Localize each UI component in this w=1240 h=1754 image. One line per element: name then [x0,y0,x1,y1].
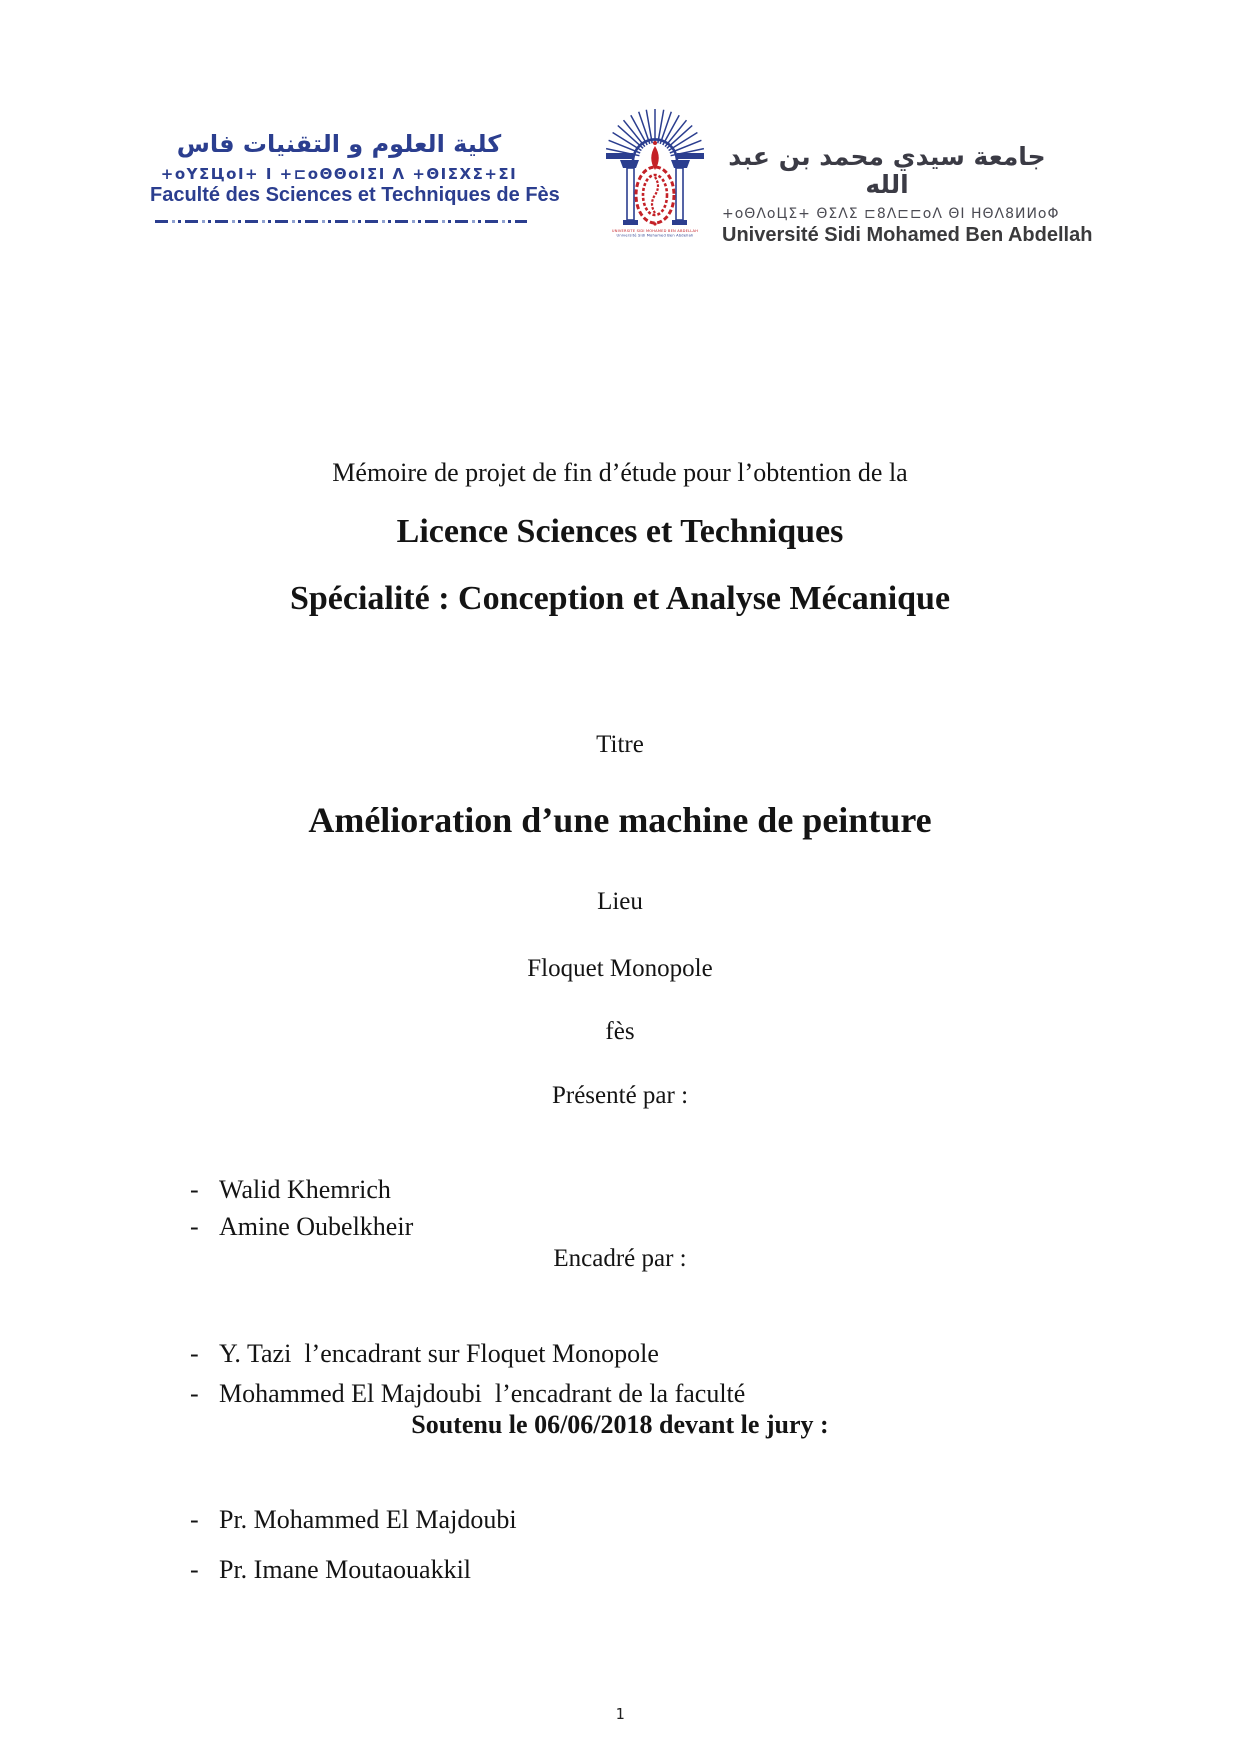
faculty-name-arabic: كلية العلوم و التقنيات فاس [176,130,502,158]
emblem-pillar-left [627,168,634,220]
emblem-pillar-right [676,168,683,220]
jury-member-name: Pr. Imane Moutaouakkil [219,1554,472,1584]
presenter-name: Walid Khemrich [219,1174,391,1204]
emblem-capital-right [671,160,690,168]
faculty-logo-block [150,130,560,206]
place-city: fès [605,1018,635,1045]
presenter-name: Amine Oubelkheir [219,1211,414,1241]
emblem-base-right [672,220,687,225]
faculty-name-latin: Faculté des Sciences et Techniques de Fès [150,183,560,206]
emblem-capital-left [620,160,639,168]
jury-item [164,1527,471,1613]
title-label: Titre [596,731,644,758]
emblem-caption-line2: Université Sidi Mohamed Ben Abdellah [616,233,694,238]
memoire-intro-line: Mémoire de projet de fin d’étude pour l’obtention de la [332,458,908,487]
defense-line: Soutenu le 06/06/2018 devant le jury : [411,1410,829,1439]
emblem-ornament-bottom [653,222,656,225]
page-number: 1 [615,1705,625,1723]
presented-by-label: Présenté par : [551,1082,689,1109]
list-dash: - [190,1338,199,1368]
university-name-latin: Université Sidi Mohamed Ben Abdellah [722,224,1093,246]
degree-line: Licence Sciences et Techniques [396,513,844,550]
jury-member-name: Pr. Mohammed El Majdoubi [219,1504,517,1534]
list-dash: - [190,1378,199,1408]
place-label: Lieu [597,888,643,915]
emblem-beam-right [677,153,704,159]
emblem-caption-line1: UNIVERSITE SIDI MOHAMED BEN ABDELLAH [611,229,699,233]
project-title: Amélioration d’une machine de peinture [308,800,932,840]
emblem-medallion-inner [643,175,667,215]
university-name-tifinagh: +oΘΛoЦΣ+ ΘΣΛΣ ⊏8Λ⊏⊏oΛ ΘΙ ΗΘΛ8ИИoΦ [722,206,1060,222]
list-dash: - [190,1211,199,1241]
supervised-by-label: Encadré par : [553,1245,687,1272]
emblem-medallion-swirl [652,177,658,213]
emblem-ornament-top [653,141,657,145]
place-company: Floquet Monopole [527,955,713,982]
specialty-line: Spécialité : Conception et Analyse Mécanique [289,580,951,617]
list-dash: - [190,1554,199,1584]
list-dash: - [190,1174,199,1204]
faculty-name-tifinagh: +oΥΣЦoΙ+ Ι +⊏oΘΘoΙΣΙ Λ +ΘΙΣΧΣ+ΣΙ [160,164,518,183]
faculty-dash-dot-rule [155,220,527,223]
university-name-arabic: جامعة سيدي محمد بن عبد الله [728,142,1046,199]
university-emblem-icon [603,96,707,238]
supervisor-name: Mohammed El Majdoubi l’encadrant de la faculté [219,1378,746,1408]
supervisor-name: Y. Tazi l’encadrant sur Floquet Monopole [219,1338,659,1368]
university-emblem [603,96,707,238]
list-dash: - [190,1504,199,1534]
emblem-base-left [623,220,638,225]
university-logo-block [722,142,1093,246]
emblem-beam-left [606,153,633,159]
